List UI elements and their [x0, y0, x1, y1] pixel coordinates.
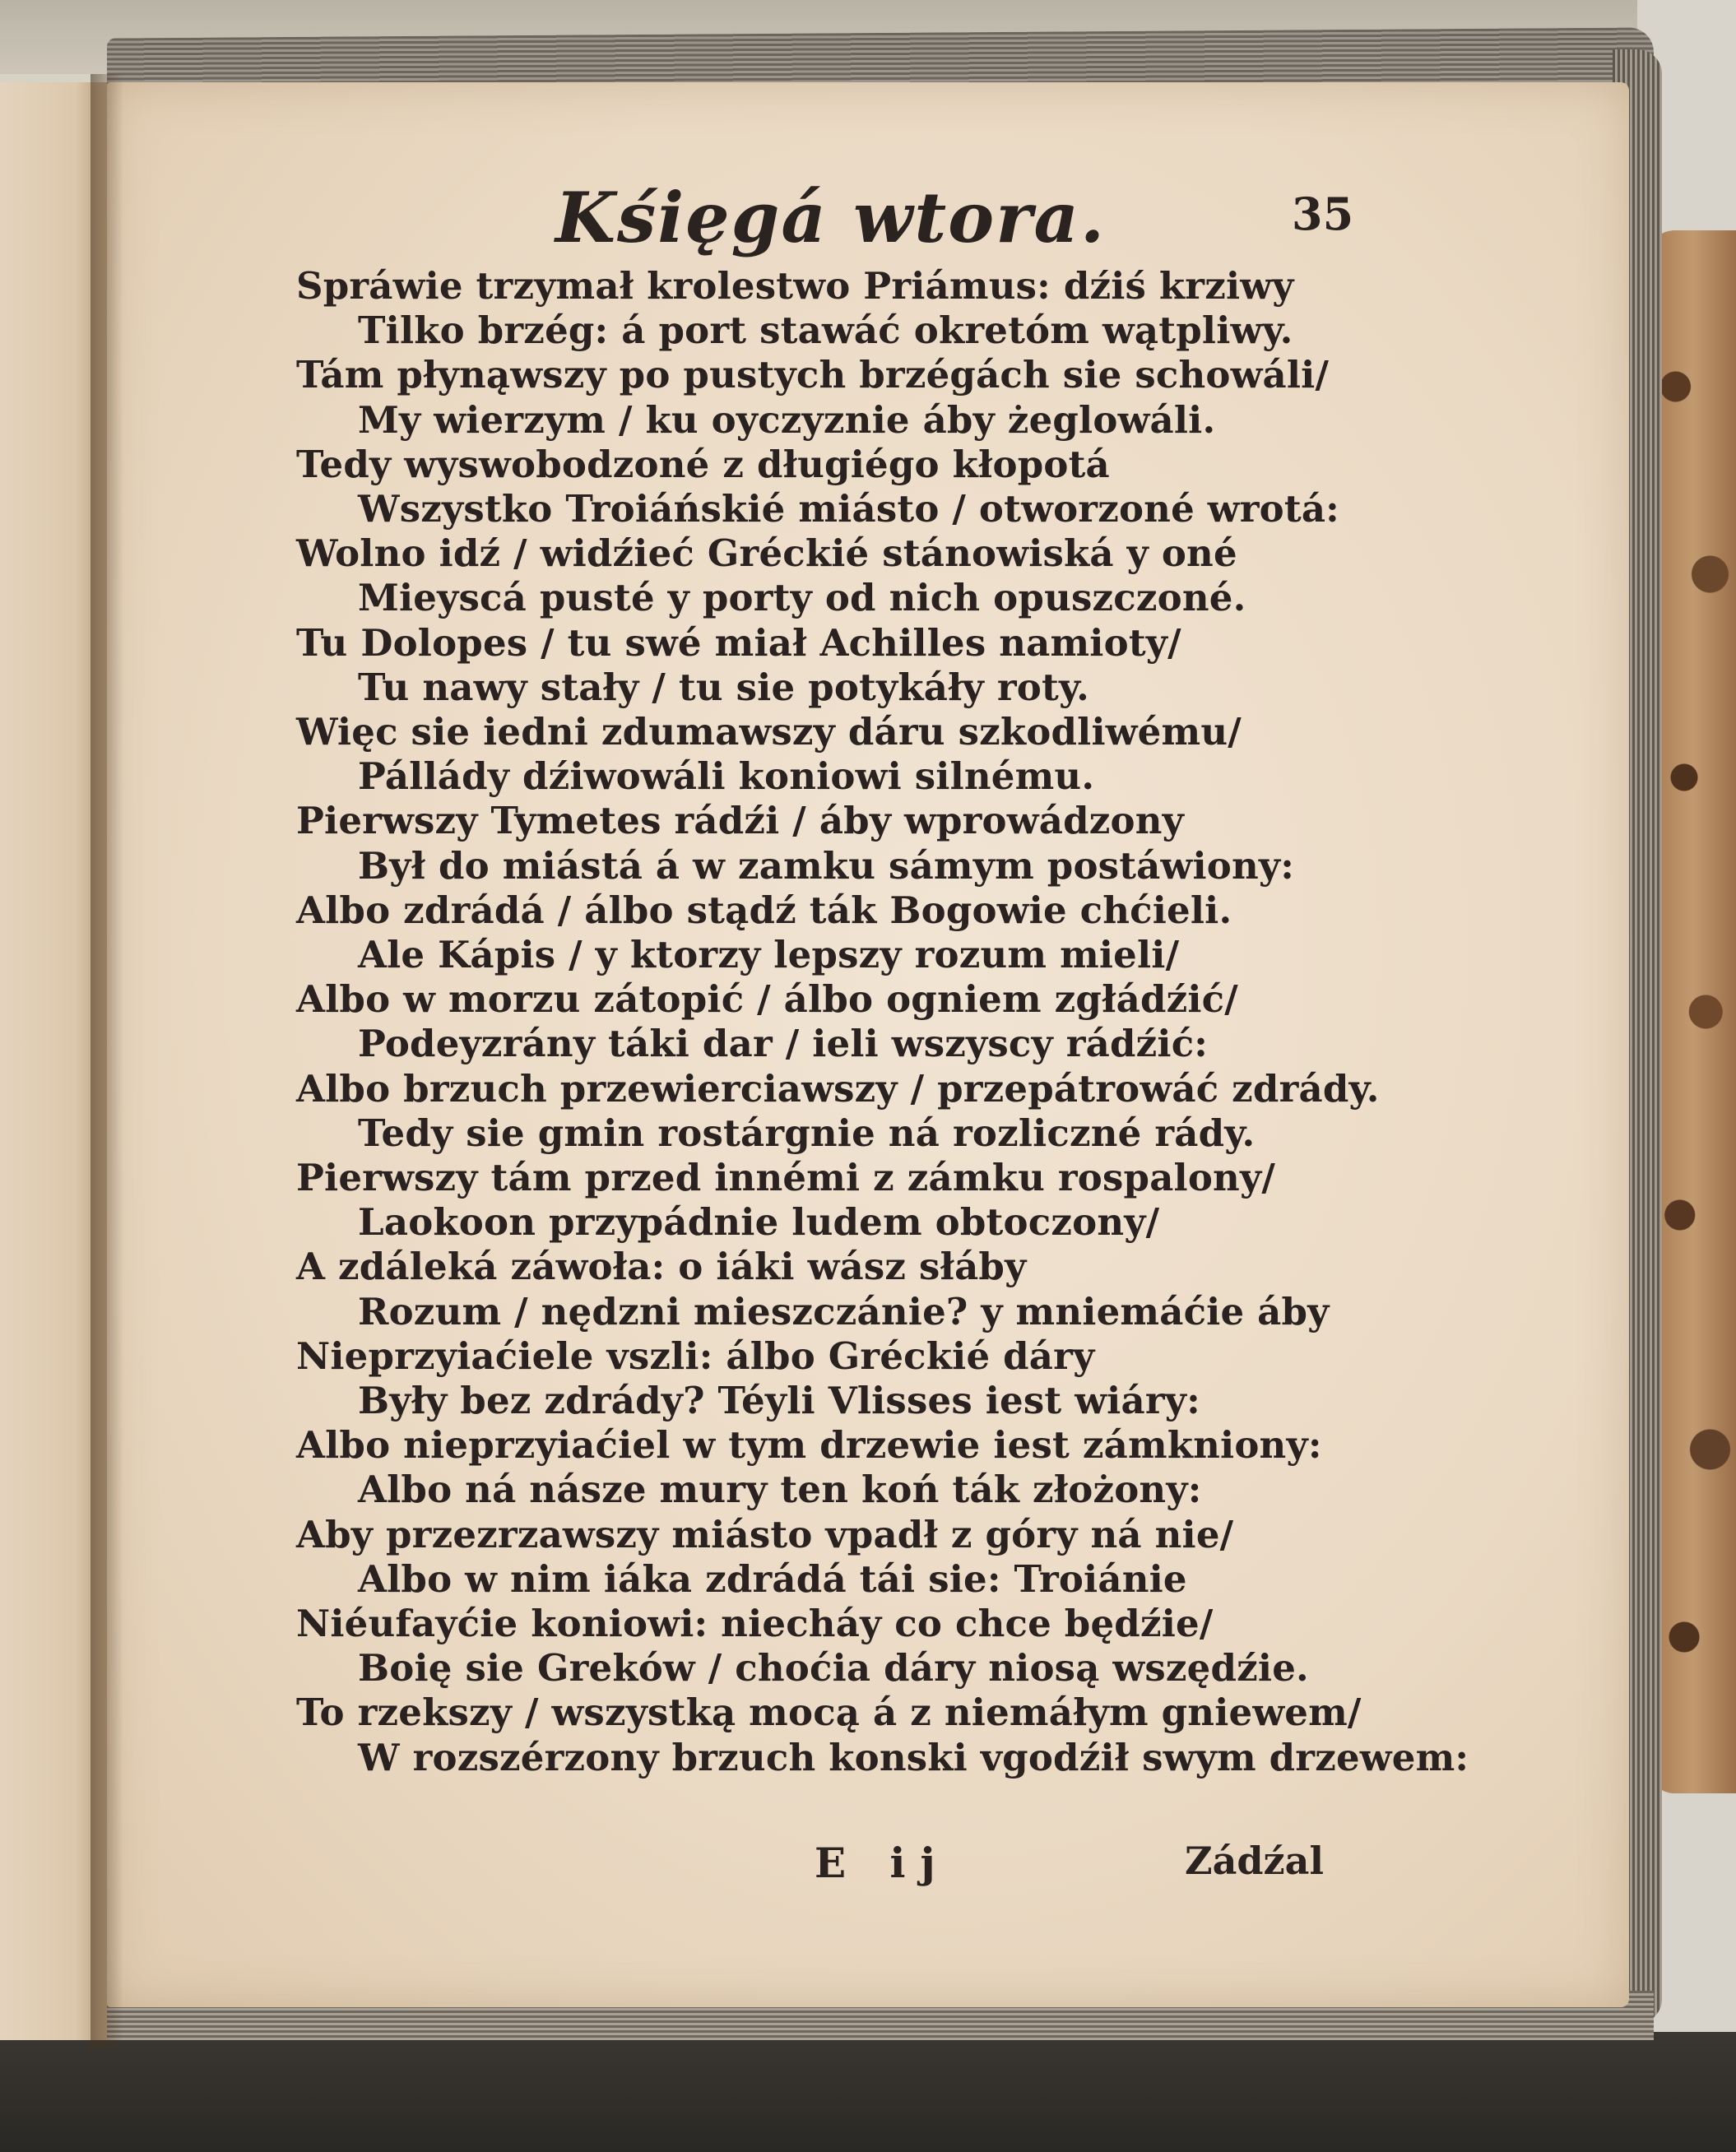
verse-line: My wierzym / ku oyczyznie áby żeglowáli.	[358, 397, 1216, 442]
verse-line: Więc sie iedni zdumawszy dáru szkodliwému/	[296, 710, 1242, 754]
verse-line: Były bez zdrády? Téyli Vlisses iest wiáry:	[358, 1379, 1200, 1422]
verse-line: Albo w morzu zátopić / álbo ogniem zgłádźić/	[296, 977, 1238, 1022]
verse-line: Tedy sie gmin rostárgnie ná rozliczné rády.	[358, 1111, 1256, 1155]
verse-line: Tu Dolopes / tu swé miał Achilles namioty/	[296, 620, 1181, 665]
page-number: 35	[1292, 188, 1354, 240]
verse-line: Albo nieprzyiaćiel w tym drzewie iest zámkniony:	[296, 1423, 1322, 1468]
verse-line: Pállády dźiwowáli koniowi silnému.	[358, 754, 1095, 799]
verse-line: Niéufayćie koniowi: niecháy co chce będźie/	[296, 1602, 1214, 1645]
verse-line: Albo zdrádá / álbo stądź ták Bogowie chćieli.	[296, 888, 1232, 932]
verse-line: Laokoon przypádnie ludem obtoczony/	[358, 1200, 1160, 1245]
verse-line: Wszystko Troiáńskié miásto / otworzoné wrotá:	[358, 487, 1339, 531]
verse-line: Ale Kápis / y ktorzy lepszy rozum mieli/	[358, 933, 1180, 976]
verse-line: To rzekszy / wszystką mocą á z niemáłym gniewem/	[296, 1691, 1362, 1735]
verse-line: Tilko brzég: á port stawáć okretóm wątpliwy.	[358, 308, 1293, 353]
verse-line: Mieyscá pusté y porty od nich opuszczoné.	[358, 576, 1246, 620]
marbled-cover-edge	[1650, 230, 1736, 1793]
verse-line: Był do miástá á w zamku sámym postáwiony:	[358, 843, 1295, 888]
verse-line: Albo brzuch przewierciawszy / przepátrowáć zdrády.	[296, 1066, 1380, 1111]
verse-line: Tedy wyswobodzoné z długiégo kłopotá	[296, 442, 1110, 486]
verse-line: Pierwszy tám przed innémi z zámku rospalony/	[296, 1156, 1275, 1199]
verse-line: Pierwszy Tymetes rádźi / áby wprowádzony	[296, 799, 1184, 843]
verse-line: Nieprzyiaćiele vszli: álbo Gréckié dáry	[296, 1333, 1095, 1378]
verse-line: Spráwie trzymał krolestwo Priámus: dźiś krziwy	[296, 264, 1294, 308]
running-head: Kśięgá wtora.	[555, 177, 1107, 258]
verse-line: W rozszérzony brzuch konski vgodźił swym drzewem:	[358, 1735, 1469, 1779]
verse-line: Podeyzrány táki dar / ieli wszyscy rádźić:	[358, 1022, 1209, 1066]
verse-line: Tu nawy stały / tu sie potykáły roty.	[358, 665, 1090, 709]
verse-line: Albo w nim iáka zdrádá tái sie: Troiánie	[358, 1556, 1187, 1601]
book-page	[107, 82, 1629, 2007]
verse-line: Boię sie Greków / choćia dáry niosą wszędźie.	[358, 1646, 1309, 1691]
verse-line: Rozum / nędzni mieszczánie? y mniemáćie áby	[358, 1289, 1330, 1333]
background-bottom	[0, 2032, 1736, 2152]
catchword: Zádźal	[1185, 1839, 1324, 1883]
signature-mark: E ij	[815, 1839, 950, 1887]
verse-line: A zdáleká záwoła: o iáki wász słáby	[296, 1245, 1027, 1289]
verse-line: Tám płynąwszy po pustych brzégách sie schowáli/	[296, 353, 1330, 397]
verse-line: Wolno idź / widźieć Gréckié stánowiská y oné	[296, 531, 1237, 576]
verse-line: Aby przezrzawszy miásto vpadł z góry ná nie/	[296, 1512, 1234, 1556]
spine-shadow	[91, 74, 123, 2048]
verse-line: Albo ná násze mury ten koń ták złożony:	[358, 1468, 1202, 1512]
